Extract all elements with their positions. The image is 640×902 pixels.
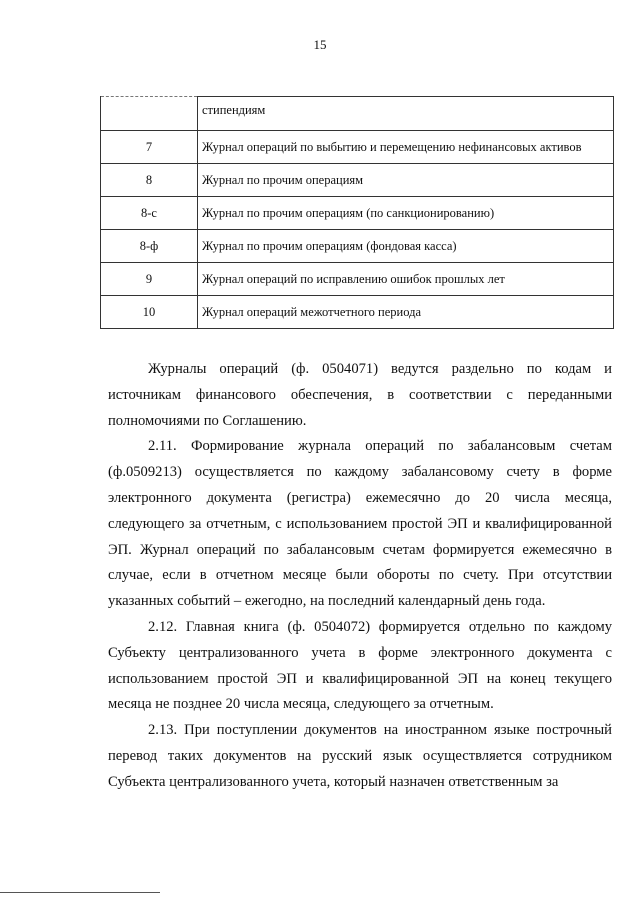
table-row [101,230,614,263]
table-cell-name: стипендиям [198,97,614,131]
body-text [108,357,612,796]
table-cell-name: Журнал операций межотчетного периода [198,296,614,329]
table-cell-name: Журнал по прочим операциям [198,164,614,197]
table-cell-code: 8-ф [101,230,198,263]
table-cell-name: Журнал по прочим операциям (фондовая касса) [198,230,614,263]
table-row [101,97,614,131]
table-cell-name: Журнал по прочим операциям (по санкционированию) [198,197,614,230]
table-row [101,296,614,329]
table-cell-code [101,97,198,131]
paragraph-2-12: 2.12. Главная книга (ф. 0504072) формируется отдельно по каждому Субъекту централизованного учета в форме электронного документа с использованием простой ЭП и квалифицированной ЭП на конец текущего месяца не позднее 20 числа месяца, следующего за отчетным. [108,618,612,713]
paragraph-2-13: 2.13. При поступлении документов на иностранном языке построчный перевод таких документов на русский язык осуществляется сотрудником Субъекта централизованного учета, который назначен ответственным за [108,722,612,790]
paragraph-journals: Журналы операций (ф. 0504071) ведутся раздельно по кодам и источникам финансового обеспечения, в соответствии с переданными полномочиями по Соглашению. [108,361,612,429]
table-cell-code: 10 [101,296,198,329]
table-row [101,263,614,296]
page-number: 15 [313,37,327,52]
table-cell-code: 8-с [101,197,198,230]
table-row [101,197,614,230]
table-row [101,164,614,197]
table-row [101,131,614,164]
table-cell-code: 9 [101,263,198,296]
table-cell-name: Журнал операций по исправлению ошибок прошлых лет [198,263,614,296]
journals-table [100,96,614,329]
table-cell-code: 8 [101,164,198,197]
paragraph-2-11: 2.11. Формирование журнала операций по забалансовым счетам (ф.0509213) осуществляется по каждому забалансовому счету в форме электронного документа (регистра) ежемесячно до 20 числа месяца, следующего за отчетным, с использованием простой ЭП и квалифицированной ЭП. Журнал операций по забалансовым счетам формируется ежемесячно в случае, если в отчетном месяце были обороты по счету. При отсутствии указанных событий – ежегодно, на последний календарный день года. [108,438,612,610]
table-cell-name: Журнал операций по выбытию и перемещению нефинансовых активов [198,131,614,164]
footer-divider [0,892,160,893]
table-cell-code: 7 [101,131,198,164]
